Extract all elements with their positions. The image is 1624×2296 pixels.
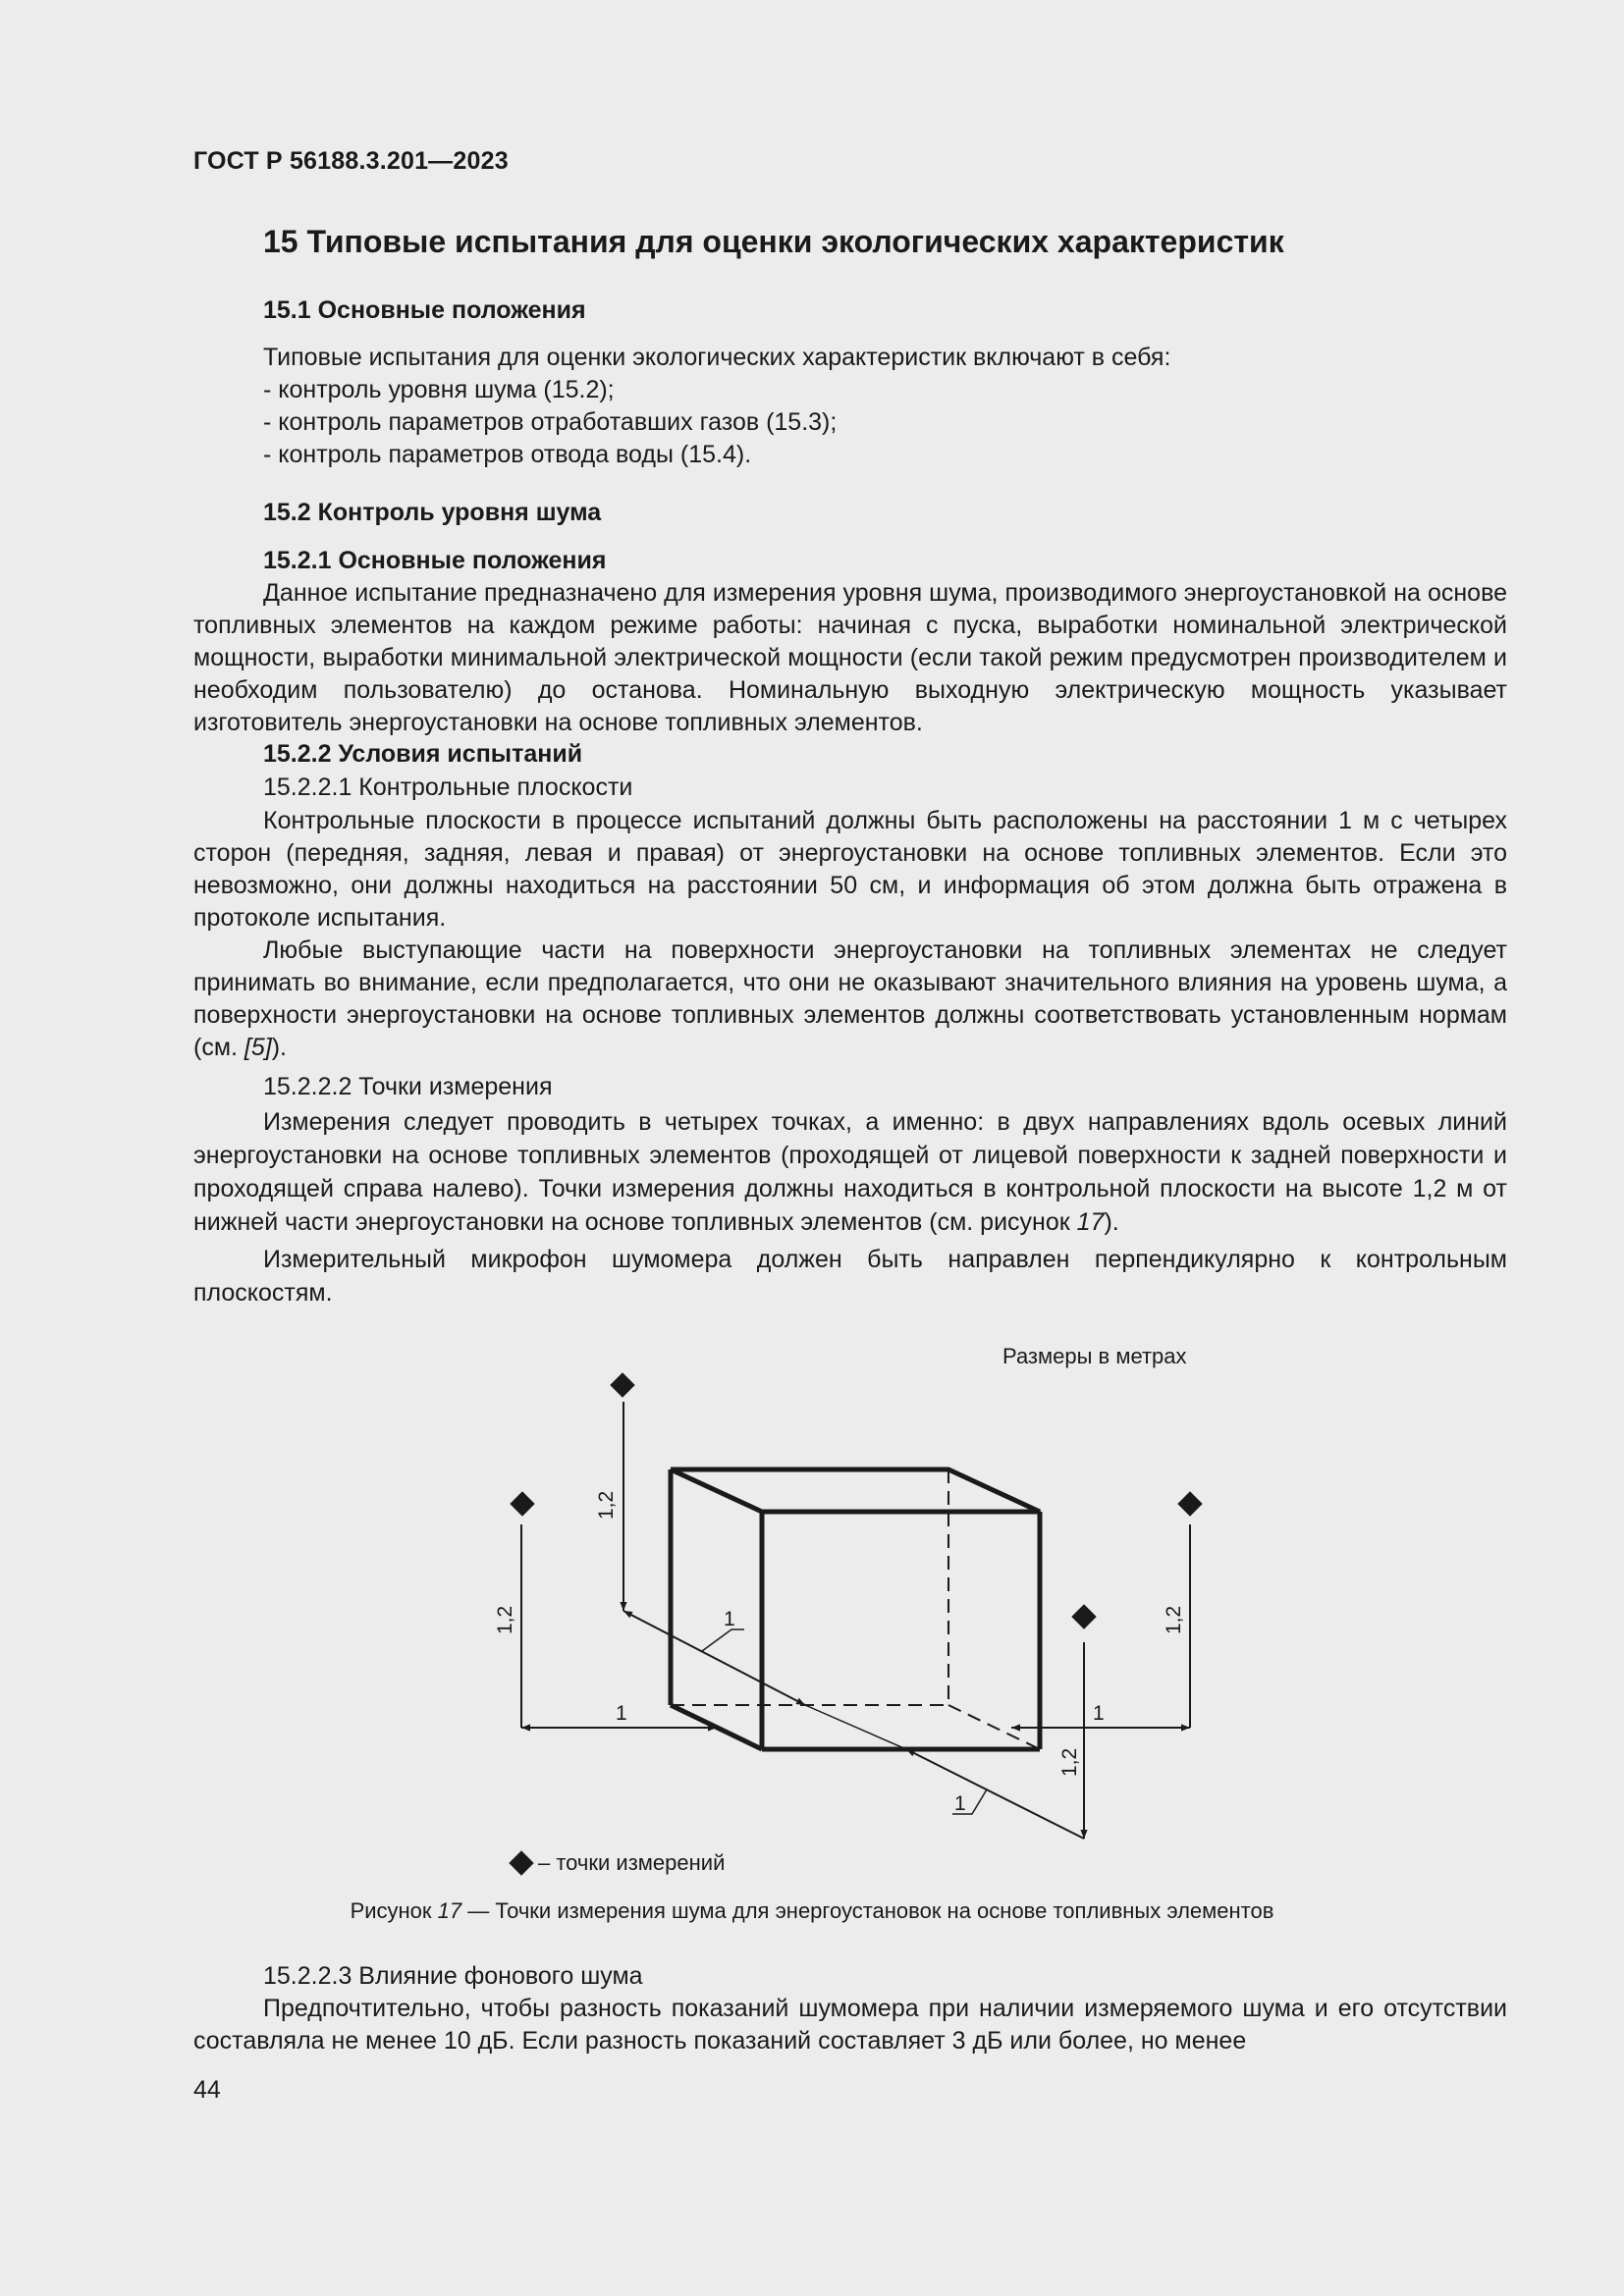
measurement-point-marker <box>1177 1491 1202 1516</box>
dim-label: 1,2 <box>595 1490 618 1520</box>
dim-label: 1 <box>724 1608 735 1630</box>
paragraph: Предпочтительно, чтобы разность показаний шумомера при наличии измеряемого шума и его отсутствии составляла не менее 10 дБ. Если разность показаний составляет 3 дБ или более, но менее <box>193 1995 1507 2055</box>
dim-label: 1 <box>954 1792 966 1815</box>
dim-label: 1 <box>616 1702 627 1725</box>
measurement-point-marker <box>1071 1604 1096 1629</box>
reference-link[interactable]: [5] <box>244 1034 272 1061</box>
paragraph: Контрольные плоскости в процессе испытаний должны быть расположены на расстоянии 1 м с четырех сторон (передняя, задняя, левая и правая) от энергоустановки на основе топливных элементов. Если это невозможно, они должны находиться на расстоянии 50 см, и информация об этом должна быть отражена в протоколе испытания. <box>193 807 1507 932</box>
section-15-title: 15 Типовые испытания для оценки экологических характеристик <box>263 224 1284 259</box>
paragraph: Измерительный микрофон шумомера должен быть направлен перпендикулярно к контрольным плоскостям. <box>193 1246 1507 1307</box>
dim-front-distance <box>906 1749 1084 1839</box>
section-15-2-title: 15.2 Контроль уровня шума <box>263 499 602 526</box>
standard-id: ГОСТ Р 56188.3.201—2023 <box>193 147 509 175</box>
measurement-points <box>509 1372 1202 1875</box>
paragraph: Любые выступающие части на поверхности энергоустановки на топливных элементах не следует принимать во внимание, если предполагается, что они не оказывают значительного влияния на уровень шума, а поверхности энергоустановки на основе топливных элементов должны соответствовать установленным нормам (см. [5]). <box>193 936 1507 1061</box>
measurement-point-marker <box>610 1372 634 1397</box>
section-15-2-2-3-title: 15.2.2.3 Влияние фонового шума <box>263 1962 643 1990</box>
dim-label: 1,2 <box>494 1605 516 1634</box>
list-item: - контроль параметров отвода воды (15.4). <box>263 441 752 468</box>
section-15-2-2-title: 15.2.2 Условия испытаний <box>263 740 583 768</box>
section-15-1-title: 15.1 Основные положения <box>263 296 586 324</box>
list-item: - контроль уровня шума (15.2); <box>263 376 615 403</box>
section-15-2-1-title: 15.2.1 Основные положения <box>263 547 607 574</box>
paragraph: Измерения следует проводить в четырех точках, а именно: в двух направлениях вдоль осевых линий энергоустановки на основе топливных элементов (проходящей от лицевой поверхности к задней поверхности и проходящей справа налево). Точки измерения должны находиться в контрольной плоскости на высоте 1,2 м от нижней части энергоустановки на основе топливных элементов (см. рисунок 17). <box>193 1108 1507 1236</box>
measurement-point-marker <box>510 1491 534 1516</box>
list-item: - контроль параметров отработавших газов (15.3); <box>263 408 838 436</box>
dim-label: 1,2 <box>1058 1747 1081 1777</box>
dim-label: 1,2 <box>1163 1605 1185 1634</box>
units-note: Размеры в метрах <box>1002 1344 1187 1368</box>
dim-label: 1 <box>1093 1702 1105 1725</box>
section-15-2-2-3-text <box>193 1993 1507 2057</box>
section-15-2-2-2-title: 15.2.2.2 Точки измерения <box>263 1073 553 1100</box>
box-top-face <box>671 1469 1040 1512</box>
leader-line <box>702 1629 744 1651</box>
legend-marker-icon <box>509 1850 533 1875</box>
section-15-1-intro: Типовые испытания для оценки экологических характеристик включают в себя: <box>263 344 1171 371</box>
page-number: 44 <box>193 2076 221 2104</box>
figure-legend: – точки измерений <box>538 1850 726 1875</box>
figure-reference[interactable]: 17 <box>1076 1208 1105 1236</box>
section-15-2-2-1-title: 15.2.2.1 Контрольные плоскости <box>263 774 633 801</box>
paragraph: Данное испытание предназначено для измерения уровня шума, производимого энергоустановкой на основе топливных элементов на каждом режиме работы: начиная с пуска, выработки номинальной электрической мощности, выработки минимальной электрической мощности (если такой режим предусмотрен производителем и необходим пользователю) до останова. Номинальную выходную электрическую мощность указывает изготовитель энергоустановки на основе топливных элементов. <box>193 579 1507 736</box>
figure-caption: Рисунок 17 — Точки измерения шума для энергоустановок на основе топливных элементов <box>350 1898 1274 1923</box>
dim-back-distance <box>623 1611 805 1705</box>
axis-line <box>805 1705 906 1749</box>
